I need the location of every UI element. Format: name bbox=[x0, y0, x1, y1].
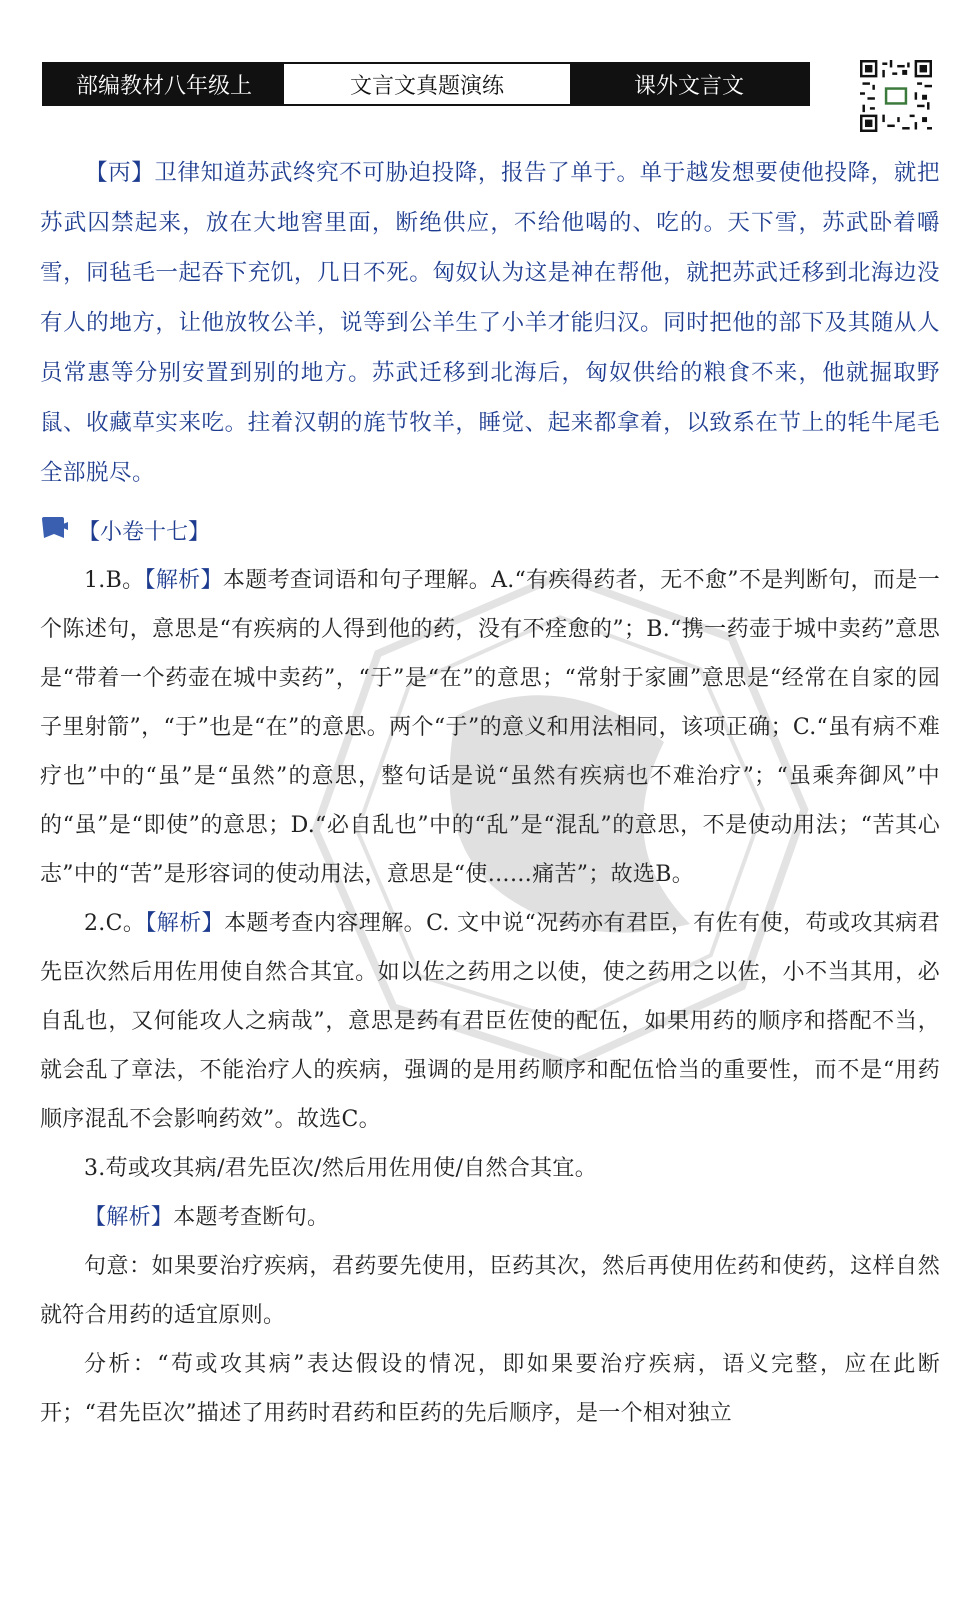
answer-1 bbox=[40, 556, 940, 899]
passage-bing-text: 卫律知道苏武终究不可胁迫投降，报告了单于。单于越发想要使他投降，就把苏武囚禁起来，放在大地窖里面，断绝供应，不给他喝的、吃的。天下雪，苏武卧着嚼雪，同毡毛一起吞下充饥，几日不死。匈奴认为这是神在帮他，就把苏武迁移到北海边没有人的地方，让他放牧公羊，说等到公羊生了小羊才能归汉。同时把他的部下及其随从人员常惠等分别安置到别的地方。苏武迁移到北海后，匈奴供给的粮食不来，他就掘取野鼠、收藏草实来吃。拄着汉朝的旄节牧羊，睡觉、起来都拿着，以致系在节上的牦牛尾毛全部脱尽。 bbox=[40, 160, 940, 486]
answer-2 bbox=[40, 899, 940, 1144]
passage-bing-tag: 【丙】 bbox=[85, 160, 155, 186]
header-grade: 部编教材八年级上 bbox=[44, 64, 284, 104]
answer-3-tag: 【解析】 bbox=[84, 1205, 174, 1230]
bookmark-icon bbox=[40, 516, 70, 544]
answer-2-text: 本题考查内容理解。C. 文中说“况药亦有君臣，有佐有使，苟或攻其病君先臣次然后用佐用使自然合其宜。如以佐之药用之以使，使之药用之以佐，小不当其用，必自乱也，又何能攻人之病哉”，意思是药有君臣佐使的配伍，如果用药的顺序和搭配不当，就会乱了章法，不能治疗人的疾病，强调的是用药顺序和配伍恰当的重要性，而不是“用药顺序混乱不会影响药效”。故选C。 bbox=[40, 911, 941, 1132]
answer-3-note-text: 本题考查断句。 bbox=[173, 1205, 330, 1230]
header-title: 文言文真题演练 bbox=[284, 64, 570, 104]
passage-bing bbox=[40, 148, 940, 498]
answer-3-note bbox=[40, 1193, 940, 1242]
answer-1-tag: 【解析】 bbox=[144, 568, 223, 593]
section-title: 【小卷十七】 bbox=[78, 519, 211, 545]
header-category: 课外文言文 bbox=[570, 64, 808, 104]
page-content bbox=[40, 148, 940, 1438]
answer-3-analysis: 分析：“苟或攻其病”表达假设的情况，即如果要治疗疾病，语义完整，应在此断开；“君先臣次”描述了用药时君药和臣药的先后顺序，是一个相对独立 bbox=[40, 1352, 940, 1426]
page-header bbox=[42, 62, 810, 106]
answer-3: 3.苟或攻其病/君先臣次/然后用佐用使/自然合其宜。 bbox=[84, 1156, 598, 1181]
section-heading bbox=[40, 508, 940, 552]
answer-1-prefix: 1.B。 bbox=[84, 568, 145, 593]
qr-code-icon bbox=[860, 60, 932, 132]
answer-2-tag: 【解析】 bbox=[145, 911, 225, 936]
answer-1-text: 本题考查词语和句子理解。A.“有疾得药者，无不愈”不是判断句，而是一个陈述句，意思是“有疾病的人得到他的药，没有不痊愈的”；B.“携一药壶于城中卖药”意思是“带着一个药壶在城中卖药”，“于”是“在”的意思；“常射于家圃”意思是“经常在自家的园子里射箭”，“于”也是“在”的意思。两个“于”的意义和用法相同，该项正确；C.“虽有病不难疗也”中的“虽”是“虽然”的意思，整句话是说“虽然有疾病也不难治疗”；“虽乘奔御风”中的“虽”是“即使”的意思；D.“必自乱也”中的“乱”是“混乱”的意思，不是使动用法；“苦其心志”中的“苦”是形容词的使动用法，意思是“使……痛苦”；故选B。 bbox=[40, 568, 941, 887]
answer-3-meaning: 句意：如果要治疗疾病，君药要先使用，臣药其次，然后再使用佐药和使药，这样自然就符合用药的适宜原则。 bbox=[40, 1254, 940, 1328]
answer-2-prefix: 2.C。 bbox=[84, 911, 146, 936]
